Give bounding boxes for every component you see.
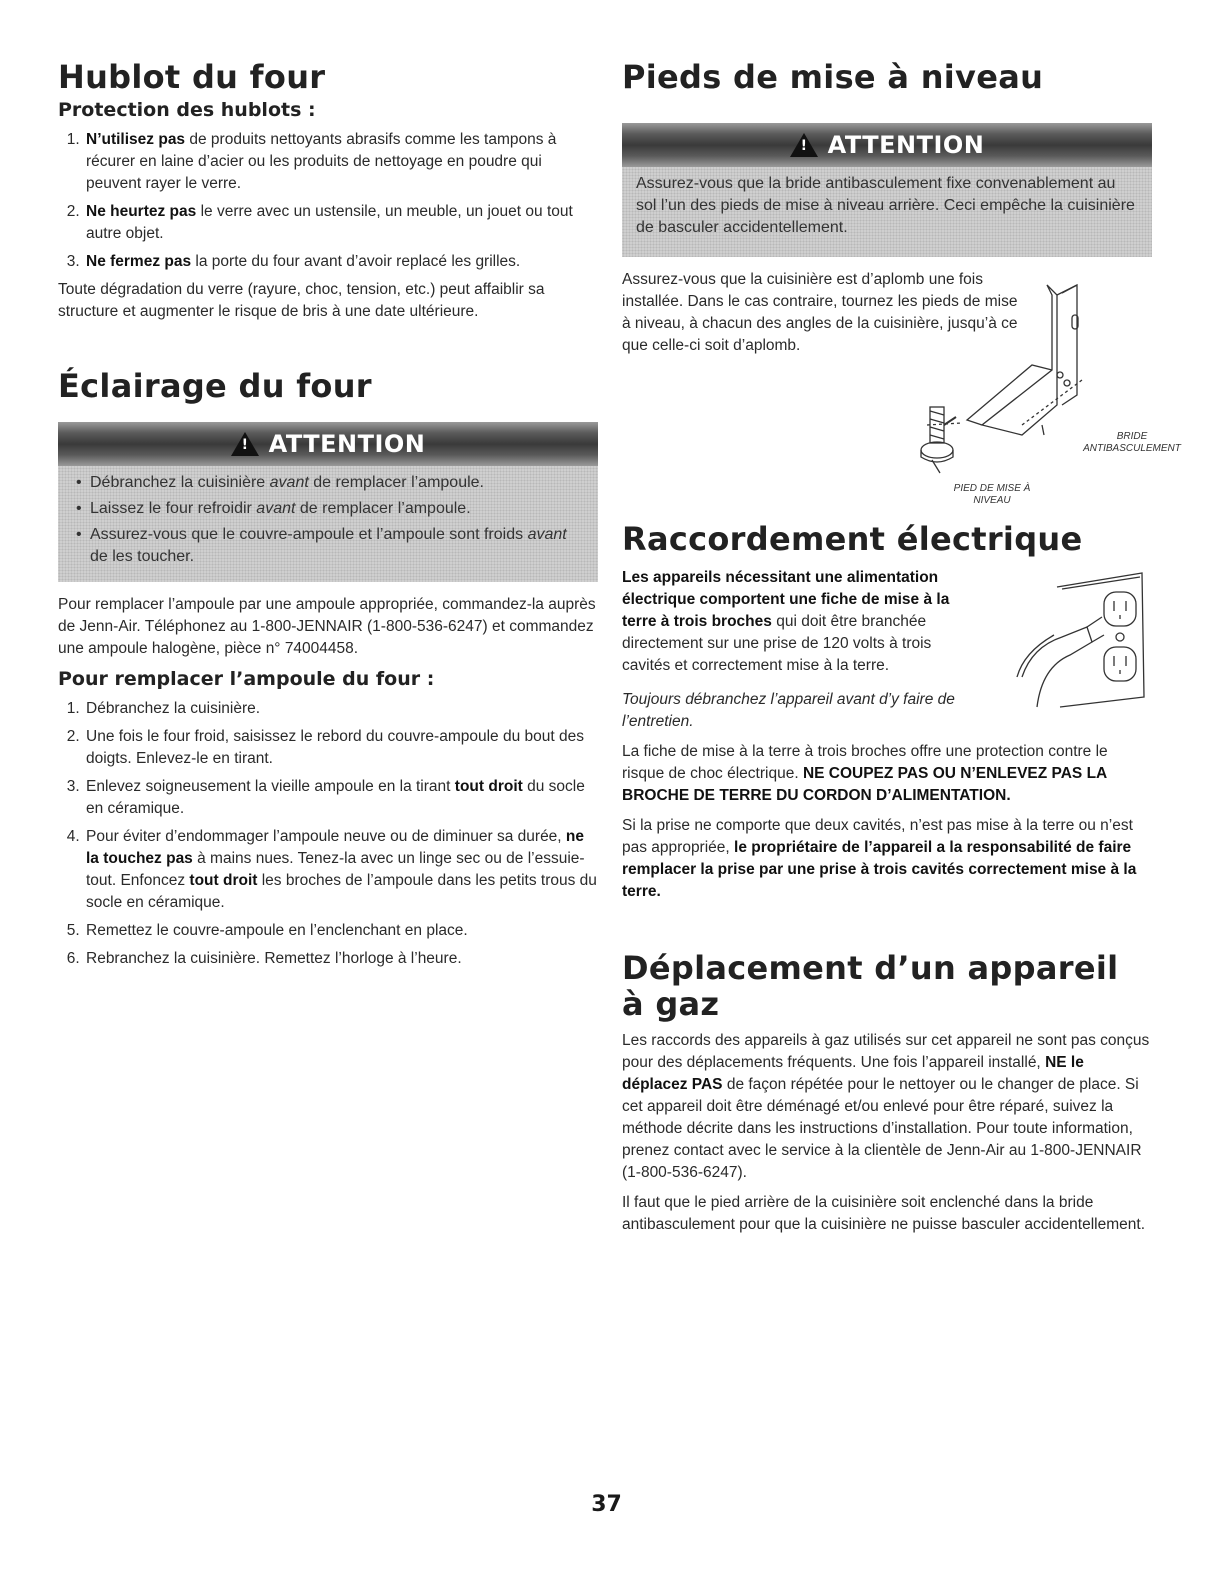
deplacement-p1: Les raccords des appareils à gaz utilisés sur cet appareil ne sont pas conçus pour des déplacements fréquents. Une fois l’appareil installé, NE le déplacez PAS de façon répétée pour le nettoyer ou le changer de place. Si cet appareil doit être déménagé et/ou enlevé pour être réparé, suivez la méthode décrite dans les instructions d’installation. Pour toute information, prenez contact avec le service à la clientèle de Jenn-Air au 1-800-JENNAIR (1-800-536-6247). <box>622 1031 1150 1181</box>
hublot-note: Toute dégradation du verre (rayure, choc, tension, etc.) peut affaiblir sa structure et augmenter le risque de bris à une date ultérieure. <box>58 281 545 321</box>
eclairage-title: Éclairage du four <box>58 367 372 406</box>
left-column <box>58 60 598 976</box>
list-item: • Laissez le four refroidir avant de remplacer l’ampoule. <box>90 498 584 520</box>
label-pied: PIED DE MISE À NIVEAU <box>953 483 1031 507</box>
warning-box-eclairage <box>58 422 598 582</box>
warning-triangle-icon: ! <box>790 133 818 157</box>
list-item: 3. Ne fermez pas la porte du four avant d’avoir replacé les grilles. <box>84 251 598 273</box>
raccord-p2: La fiche de mise à la terre à trois broches offre une protection contre le risque de choc électrique. NE COUPEZ PAS OU N’ENLEVEZ PAS LA BROCHE DE TERRE DU CORDON D’ALIMENTATION. <box>622 743 1108 805</box>
warning-list <box>72 472 584 568</box>
pieds-title: Pieds de mise à niveau <box>622 58 1044 96</box>
page-number: 37 <box>591 1492 622 1517</box>
right-column <box>622 58 1181 1244</box>
raccord-italic: Toujours débranchez l’appareil avant d’y faire de l’entretien. <box>622 691 955 731</box>
deplacement-p2: Il faut que le pied arrière de la cuisinière soit enclenché dans la bride antibasculement pour que la cuisinière ne puisse basculer accidentellement. <box>622 1193 1146 1233</box>
deplacement-title: Déplacement d’un appareil à gaz <box>622 949 1119 1023</box>
list-item: 2. Ne heurtez pas le verre avec un ustensile, un meuble, un jouet ou tout autre objet. <box>84 201 598 245</box>
pieds-text: Assurez-vous que la cuisinière est d’aplomb une fois installée. Dans le cas contraire, tournez les pieds de mise à niveau, à chacun des angles de la cuisinière, jusqu’à ce que celle-ci soit d’aplomb. <box>622 271 1018 355</box>
raccord-title: Raccordement électrique <box>622 520 1083 559</box>
step-item: 3. Enlevez soigneusement la vieille ampoule en la tirant tout droit du socle en céramique. <box>84 776 598 820</box>
eclairage-text: Pour remplacer l’ampoule par une ampoule appropriée, commandez-la auprès de Jenn-Air. Téléphonez au 1-800-JENNAIR (1-800-536-6247) et commandez une ampoule halogène, pièce n° 74004458. <box>58 596 596 658</box>
hublot-title: Hublot du four <box>58 58 326 96</box>
step-item: 2. Une fois le four froid, saisissez le rebord du couvre-ampoule du bout des doigts. Enlevez-le en tirant. <box>84 726 598 770</box>
warning-header: ! ATTENTION <box>58 422 598 466</box>
step-item: 4. Pour éviter d’endommager l’ampoule neuve ou de diminuer sa durée, ne la touchez pas à mains nues. Tenez-la avec un linge sec ou de l’essuie-tout. Enfoncez tout droit les broches de l’ampoule dans les petits trous du socle en céramique. <box>84 826 598 914</box>
list-item: 1. N’utilisez pas de produits nettoyants abrasifs comme les tampons à récurer en laine d’acier ou les produits de nettoyage en poudre qui peuvent rayer le verre. <box>84 129 598 195</box>
warning-triangle-icon: ! <box>231 432 259 456</box>
warning-header: ! ATTENTION <box>622 123 1152 167</box>
warning-box-pieds <box>622 123 1152 257</box>
label-bride: BRIDE ANTIBASCULEMENT <box>1083 431 1181 455</box>
raccord-p3: Si la prise ne comporte que deux cavités, n’est pas mise à la terre ou n’est pas appropriée, le propriétaire de l’appareil a la responsabilité de faire remplacer la prise par une prise à trois cavités correctement mise à la terre. <box>622 817 1137 901</box>
step-item: 1. Débranchez la cuisinière. <box>84 698 598 720</box>
list-item: • Assurez-vous que le couvre-ampoule et l’ampoule sont froids avant de les toucher. <box>90 524 584 568</box>
remplacer-title: Pour remplacer l’ampoule du four : <box>58 668 435 691</box>
raccord-text: Les appareils nécessitant une alimentation électrique comportent une fiche de mise à la terre à trois broches qui doit être branchée directement sur une prise de 120 volts à trois cavités et correctement mise à la terre. <box>622 569 950 675</box>
protection-list <box>58 129 598 273</box>
step-item: 6. Rebranchez la cuisinière. Remettez l’horloge à l’heure. <box>84 948 598 970</box>
step-item: 5. Remettez le couvre-ampoule en l’enclenchant en place. <box>84 920 598 942</box>
protection-title: Protection des hublots : <box>58 99 316 122</box>
list-item: • Débranchez la cuisinière avant de remplacer l’ampoule. <box>90 472 584 494</box>
steps-list <box>58 698 598 970</box>
warning-text: Assurez-vous que la bride antibasculement fixe convenablement au sol l’un des pieds de mise à niveau arrière. Ceci empêche la cuisinière de basculer accidentellement. <box>636 175 1135 237</box>
outlet-plug-illustration <box>992 567 1152 717</box>
